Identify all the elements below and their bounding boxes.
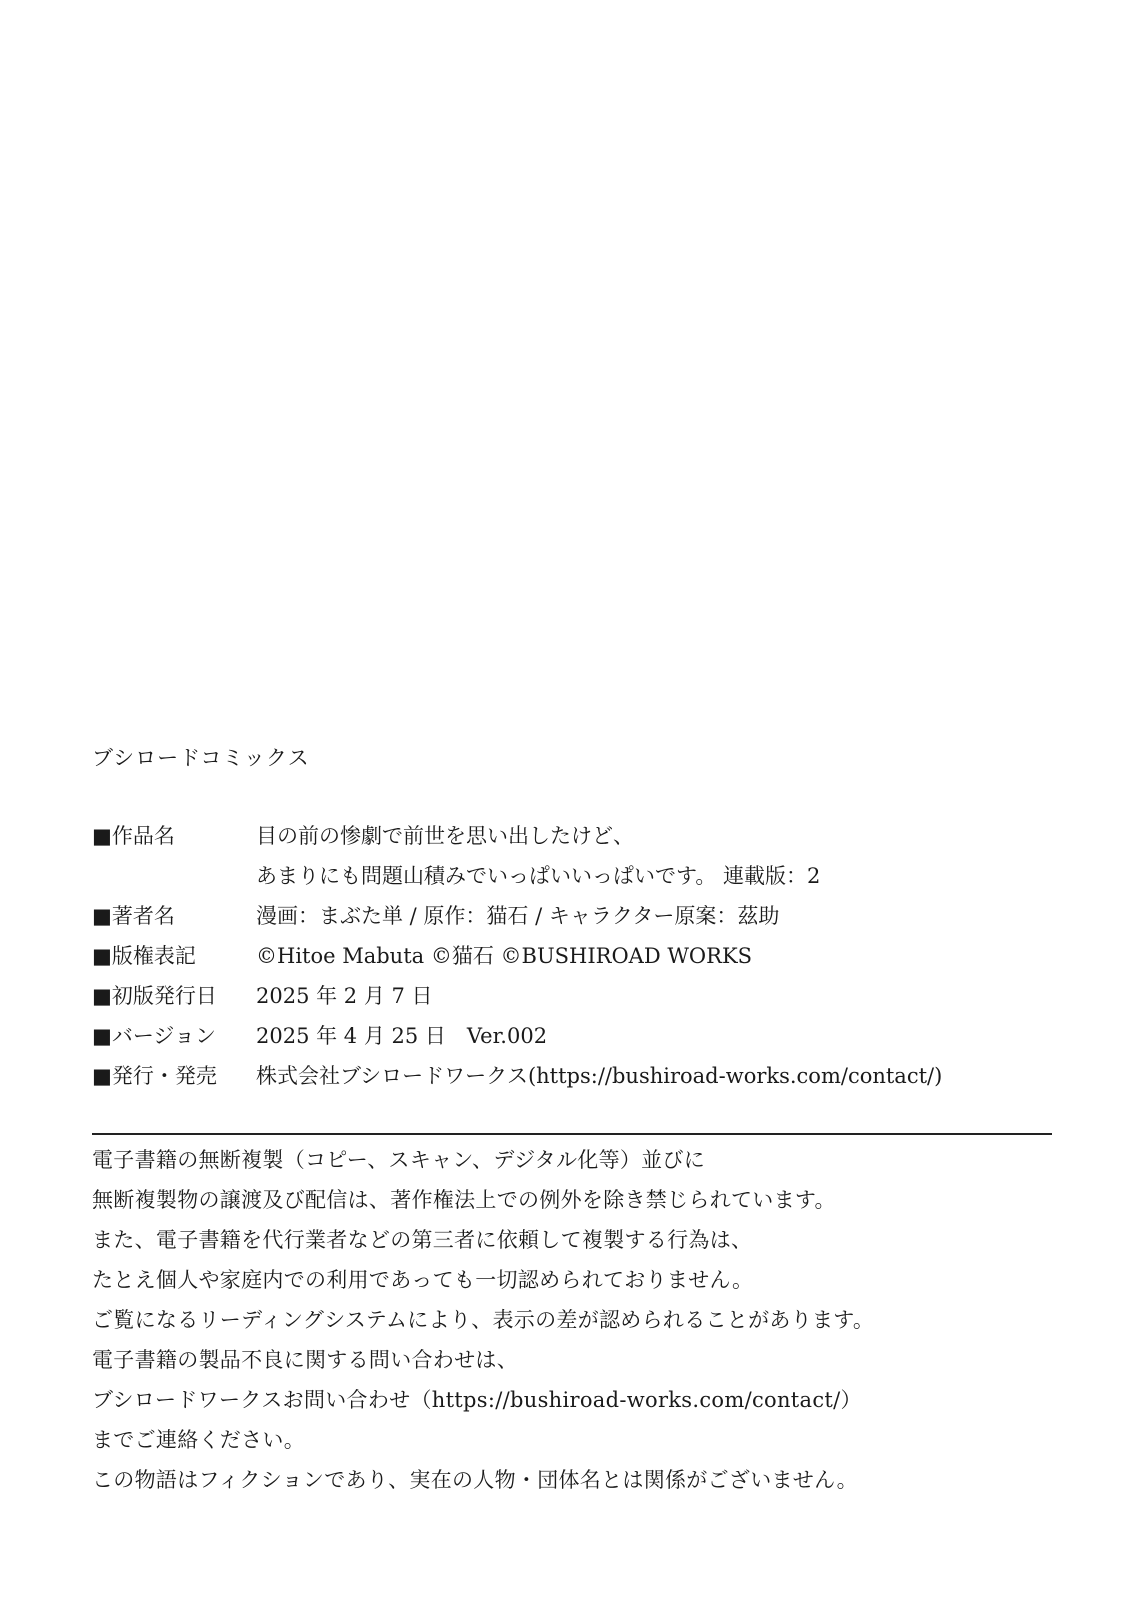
colophon-row-first-edition: [92, 976, 1052, 1016]
colophon-key-author: ■著者名: [92, 904, 175, 928]
colophon-value-copyright: ©Hitoe Mabuta ©猫石 ©BUSHIROAD WORKS: [256, 944, 753, 968]
colophon-row-version: [92, 1016, 1052, 1056]
colophon-value-publisher: 株式会社ブシロードワークス(https://bushiroad-works.com/contact/): [256, 1064, 943, 1088]
colophon-key-publisher: ■発行・発売: [92, 1064, 217, 1088]
notice-line: この物語はフィクションであり、実在の人物・団体名とは関係がございません。: [92, 1468, 858, 1492]
notice-line: までご連絡ください。: [92, 1428, 305, 1452]
title-line-1: 目の前の惨劇で前世を思い出したけど、: [256, 824, 634, 848]
legal-notice: [92, 1140, 1052, 1500]
colophon-key-version: ■バージョン: [92, 1024, 217, 1048]
colophon: [92, 816, 1052, 1096]
notice-line: ブシロードワークスお問い合わせ（https://bushiroad-works.com/contact/）: [92, 1388, 862, 1412]
colophon-key-title: ■作品名: [92, 824, 175, 848]
notice-line: 無断複製物の譲渡及び配信は、著作権法上での例外を除き禁じられています。: [92, 1188, 836, 1212]
colophon-row-title: [92, 816, 1052, 896]
notice-line: 電子書籍の製品不良に関する問い合わせは、: [92, 1348, 518, 1372]
section-divider: [92, 1133, 1052, 1135]
title-line-2: あまりにも問題山積みでいっぱいいっぱいです。 連載版：2: [256, 864, 821, 888]
colophon-value-first-edition: 2025 年 2 月 7 日: [256, 984, 433, 1008]
colophon-row-publisher: [92, 1056, 1052, 1096]
imprint-label: ブシロードコミックス: [92, 746, 310, 770]
notice-line: 電子書籍の無断複製（コピー、スキャン、デジタル化等）並びに: [92, 1148, 706, 1172]
notice-line: たとえ個人や家庭内での利用であっても一切認められておりません。: [92, 1268, 754, 1292]
colophon-value-author: 漫画：まぶた単 / 原作：猫石 / キャラクター原案：茲助: [256, 904, 780, 928]
colophon-key-first-edition: ■初版発行日: [92, 984, 217, 1008]
colophon-key-copyright: ■版権表記: [92, 944, 196, 968]
notice-line: ご覧になるリーディングシステムにより、表示の差が認められることがあります。: [92, 1308, 875, 1332]
colophon-value-title: [256, 816, 1052, 896]
notice-line: また、電子書籍を代行業者などの第三者に依頼して複製する行為は、: [92, 1228, 753, 1252]
colophon-row-author: [92, 896, 1052, 936]
colophon-value-version: 2025 年 4 月 25 日 Ver.002: [256, 1024, 548, 1048]
colophon-row-copyright: [92, 936, 1052, 976]
